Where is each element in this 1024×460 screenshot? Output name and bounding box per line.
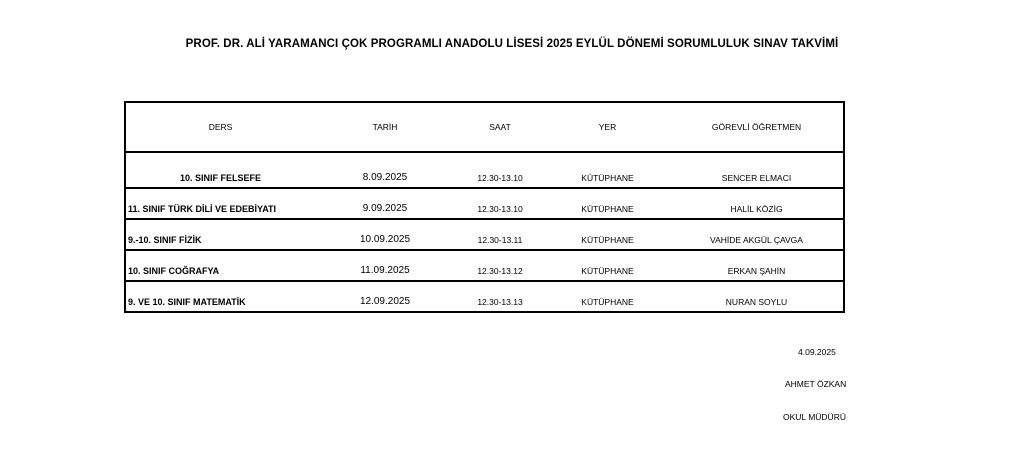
cell-ogretmen: ERKAN ŞAHİN	[670, 250, 844, 281]
cell-saat: 12.30-13.12	[455, 250, 545, 281]
cell-ogretmen: HALİL KÖZİG	[670, 188, 844, 219]
cell-yer: KÜTÜPHANE	[545, 250, 670, 281]
cell-ders: 9.-10. SINIF FİZİK	[125, 219, 315, 250]
header-ders: DERS	[125, 102, 315, 152]
signature-role: OKUL MÜDÜRÜ	[783, 412, 846, 422]
cell-yer: KÜTÜPHANE	[581, 297, 634, 307]
table-row	[125, 219, 844, 250]
table-row	[125, 152, 844, 188]
cell-ders: 10. SINIF FELSEFE	[125, 152, 315, 188]
cell-yer: KÜTÜPHANE	[545, 219, 670, 250]
cell-tarih: 11.09.2025	[315, 250, 455, 281]
cell-saat: 12.30-13.13	[477, 297, 523, 307]
page-title: PROF. DR. ALİ YARAMANCI ÇOK PROGRAMLI ANADOLU LİSESİ 2025 EYLÜL DÖNEMİ SORUMLULUK SINAV TAKVİMİ	[185, 38, 839, 50]
cell-ogretmen: NURAN SOYLU	[725, 297, 788, 307]
cell-saat: 12.30-13.10	[455, 152, 545, 188]
cell-ders: 11. SINIF TÜRK DİLİ VE EDEBİYATI	[125, 188, 315, 219]
cell-saat: 12.30-13.10	[455, 188, 545, 219]
cell-tarih: 10.09.2025	[315, 219, 455, 250]
cell-ogretmen: SENCER ELMACI	[670, 152, 844, 188]
cell-tarih: 8.09.2025	[315, 152, 455, 188]
signature-date: 4.09.2025	[798, 347, 836, 357]
header-ogretmen: GÖREVLİ ÖĞRETMEN	[670, 102, 844, 152]
cell-yer: KÜTÜPHANE	[545, 152, 670, 188]
cell-saat: 12.30-13.11	[455, 219, 545, 250]
cell-ders: 9. VE 10. SINIF MATEMATİK	[128, 297, 246, 307]
cell-tarih: 12.09.2025	[359, 296, 411, 307]
header-saat: SAAT	[455, 102, 545, 152]
signature-name: AHMET ÖZKAN	[785, 379, 847, 389]
table-row	[125, 188, 844, 219]
table-row	[125, 281, 844, 312]
cell-tarih: 9.09.2025	[315, 188, 455, 219]
cell-ders: 10. SINIF COĞRAFYA	[125, 250, 315, 281]
cell-yer: KÜTÜPHANE	[545, 188, 670, 219]
table-header-row	[125, 102, 844, 152]
header-yer: YER	[545, 102, 670, 152]
exam-schedule-table	[124, 101, 845, 313]
table-row	[125, 250, 844, 281]
cell-ogretmen: VAHİDE AKGÜL ÇAVGA	[670, 219, 844, 250]
header-tarih: TARİH	[315, 102, 455, 152]
